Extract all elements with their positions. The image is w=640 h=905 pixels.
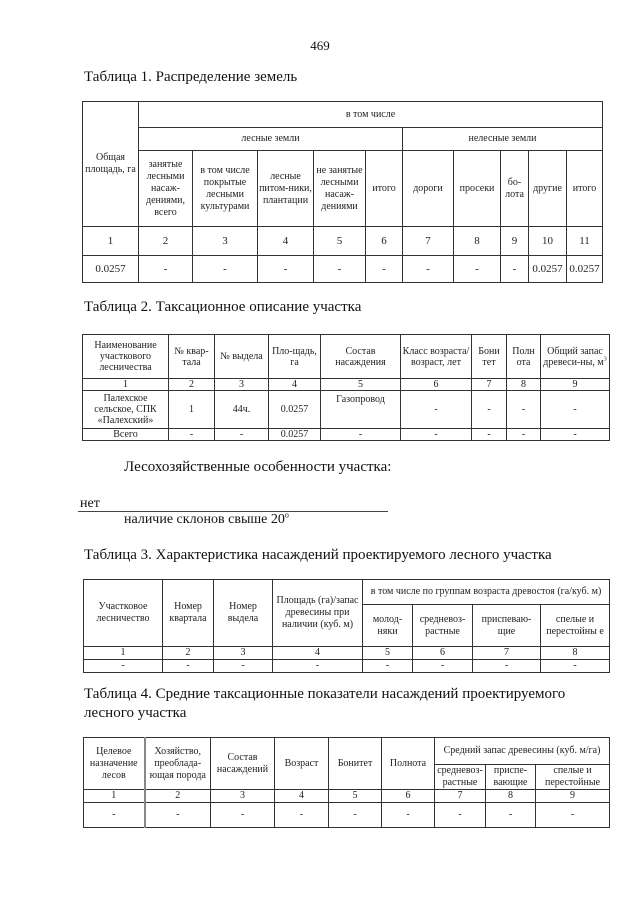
cell: Газопровод — [321, 391, 401, 429]
col-number: 6 — [366, 227, 403, 256]
col-number: 3 — [215, 379, 269, 391]
header-total-stock — [541, 335, 610, 379]
cell: - — [163, 660, 214, 673]
table-row — [84, 660, 610, 673]
col-number: 5 — [321, 379, 401, 391]
cell: 0.0257 — [529, 256, 567, 283]
cell: 0.0257 — [269, 391, 321, 429]
table-row — [83, 256, 603, 283]
cell: - — [366, 256, 403, 283]
header-area: Пло-щадь, га — [269, 335, 321, 379]
col-number: 3 — [211, 790, 275, 803]
col-number: 9 — [501, 227, 529, 256]
col-number: 8 — [454, 227, 501, 256]
table2-taxation-description — [82, 334, 610, 441]
cell: - — [382, 803, 435, 828]
col-number: 4 — [275, 790, 329, 803]
cell: 0.0257 — [269, 429, 321, 441]
cell: - — [193, 256, 258, 283]
col-number: 7 — [403, 227, 454, 256]
col-number: 5 — [363, 647, 413, 660]
features-heading: Лесохозяйственные особенности участка: — [124, 459, 392, 475]
header-age-group-col: спелые и перестойны е — [541, 605, 610, 647]
header-purpose: Целевое назначение лесов — [84, 738, 145, 790]
header-nonforest-col: итого — [567, 151, 603, 227]
header-nonforest-col: просеки — [454, 151, 501, 227]
cell: - — [169, 429, 215, 441]
cell: - — [454, 256, 501, 283]
column-number-row — [84, 790, 610, 803]
col-number: 6 — [401, 379, 472, 391]
cell: - — [473, 660, 541, 673]
col-number: 10 — [529, 227, 567, 256]
header-nonforest-col: дороги — [403, 151, 454, 227]
table1-caption: Таблица 1. Распределение земель — [84, 69, 298, 85]
header-section: Номер выдела — [214, 580, 273, 647]
header-total-stock-text: Общий запас древеси-ны, м — [543, 345, 604, 368]
header-stock-col: спелые и перестойные — [536, 765, 610, 790]
table4-average-taxation-indicators — [83, 737, 610, 828]
cell: 0.0257 — [83, 256, 139, 283]
header-nonforest-lands: нелесные земли — [403, 128, 603, 151]
cell: - — [139, 256, 193, 283]
column-number-row — [83, 379, 610, 391]
header-quarter: Номер квартала — [163, 580, 214, 647]
col-number: 7 — [435, 790, 486, 803]
table3-stand-characteristics — [83, 579, 610, 673]
superscript: 3 — [603, 356, 607, 363]
cell: Палехское сельское, СПК «Палехский» — [83, 391, 169, 429]
cell: - — [273, 660, 363, 673]
header-forestry: Участковое лесничество — [84, 580, 163, 647]
header-age-groups: в том числе по группам возраста древостоя (га/куб. м) — [363, 580, 610, 605]
col-number: 8 — [507, 379, 541, 391]
cell: - — [211, 803, 275, 828]
header-forest-col: занятые лесными насаж-дениями, всего — [139, 151, 193, 227]
col-number: 2 — [163, 647, 214, 660]
features-label — [124, 512, 289, 528]
features-value: нет — [80, 496, 100, 511]
col-number: 1 — [84, 790, 145, 803]
col-number: 9 — [536, 790, 610, 803]
table4-caption-line1: Таблица 4. Средние таксационные показатели насаждений проектируемого — [84, 686, 566, 702]
page-number: 469 — [310, 38, 330, 53]
col-number: 5 — [329, 790, 382, 803]
cell: - — [413, 660, 473, 673]
cell: - — [472, 429, 507, 441]
cell: - — [507, 391, 541, 429]
header-forest-col: не занятые лесными насаж-дениями — [314, 151, 366, 227]
header-quarter-no: № квар-тала — [169, 335, 215, 379]
col-number: 7 — [472, 379, 507, 391]
col-number: 1 — [83, 227, 139, 256]
header-composition: Состав насаждения — [321, 335, 401, 379]
cell: - — [145, 803, 211, 828]
table1-land-distribution — [82, 101, 603, 283]
cell: - — [403, 256, 454, 283]
cell: - — [541, 391, 610, 429]
header-forest-col: в том числе покрытые лесными культурами — [193, 151, 258, 227]
column-number-row — [84, 647, 610, 660]
col-number: 2 — [139, 227, 193, 256]
col-number: 1 — [83, 379, 169, 391]
cell: - — [275, 803, 329, 828]
header-age-group-col: молод-няки — [363, 605, 413, 647]
header-density: Полн ота — [507, 335, 541, 379]
cell: - — [536, 803, 610, 828]
header-composition: Состав насаждений — [211, 738, 275, 790]
col-number: 8 — [486, 790, 536, 803]
table4-caption-line2: лесного участка — [84, 705, 187, 721]
header-age-class: Класс возраста/ возраст, лет — [401, 335, 472, 379]
header-bonitet: Бони тет — [472, 335, 507, 379]
cell: - — [486, 803, 536, 828]
col-number: 9 — [541, 379, 610, 391]
header-area-stock: Площадь (га)/запас древесины при наличии (куб. м) — [273, 580, 363, 647]
cell: - — [472, 391, 507, 429]
header-age-group-col: средневоз-растные — [413, 605, 473, 647]
col-number: 4 — [258, 227, 314, 256]
col-number: 1 — [84, 647, 163, 660]
cell: Всего — [83, 429, 169, 441]
header-forest-col: лесные питом-ники, плантации — [258, 151, 314, 227]
col-number: 2 — [169, 379, 215, 391]
header-density: Полнота — [382, 738, 435, 790]
cell: - — [258, 256, 314, 283]
header-stock-col: приспе-вающие — [486, 765, 536, 790]
cell: - — [329, 803, 382, 828]
cell: - — [435, 803, 486, 828]
col-number: 6 — [413, 647, 473, 660]
header-age: Возраст — [275, 738, 329, 790]
features-label-text: наличие склонов свыше 20 — [124, 512, 285, 527]
table-row — [83, 391, 610, 429]
cell: - — [541, 429, 610, 441]
header-stock-col: средневоз-растные — [435, 765, 486, 790]
table2-caption: Таблица 2. Таксационное описание участка — [84, 299, 362, 315]
col-number: 3 — [193, 227, 258, 256]
header-forestry-name: Наименование участкового лесничества — [83, 335, 169, 379]
col-number: 6 — [382, 790, 435, 803]
header-section-no: № выдела — [215, 335, 269, 379]
cell: 44ч. — [215, 391, 269, 429]
header-forest-lands: лесные земли — [139, 128, 403, 151]
cell: 0.0257 — [567, 256, 603, 283]
col-number: 4 — [269, 379, 321, 391]
header-nonforest-col: другие — [529, 151, 567, 227]
col-number: 2 — [145, 790, 211, 803]
header-nonforest-col: бо-лота — [501, 151, 529, 227]
cell: - — [541, 660, 610, 673]
cell: 1 — [169, 391, 215, 429]
cell: - — [84, 803, 145, 828]
cell: - — [314, 256, 366, 283]
header-total-area: Общая площадь, га — [83, 102, 139, 227]
col-number: 7 — [473, 647, 541, 660]
col-number: 4 — [273, 647, 363, 660]
cell: - — [501, 256, 529, 283]
header-economy: Хозяйство, преоблада-ющая порода — [145, 738, 211, 790]
cell: - — [401, 391, 472, 429]
cell: - — [401, 429, 472, 441]
header-forest-col: итого — [366, 151, 403, 227]
cell: - — [363, 660, 413, 673]
col-number: 8 — [541, 647, 610, 660]
col-number: 11 — [567, 227, 603, 256]
degree-sup: о — [284, 510, 289, 520]
header-average-stock: Средний запас древесины (куб. м/га) — [435, 738, 610, 765]
table-row — [84, 803, 610, 828]
column-number-row — [83, 227, 603, 256]
cell: - — [84, 660, 163, 673]
cell: - — [507, 429, 541, 441]
table3-caption: Таблица 3. Характеристика насаждений проектируемого лесного участка — [84, 547, 552, 563]
header-age-group-col: приспеваю-щие — [473, 605, 541, 647]
col-number: 3 — [214, 647, 273, 660]
table-row-total — [83, 429, 610, 441]
col-number: 5 — [314, 227, 366, 256]
cell: - — [215, 429, 269, 441]
header-including: в том числе — [139, 102, 603, 128]
cell: - — [214, 660, 273, 673]
header-bonitet: Бонитет — [329, 738, 382, 790]
cell: - — [321, 429, 401, 441]
